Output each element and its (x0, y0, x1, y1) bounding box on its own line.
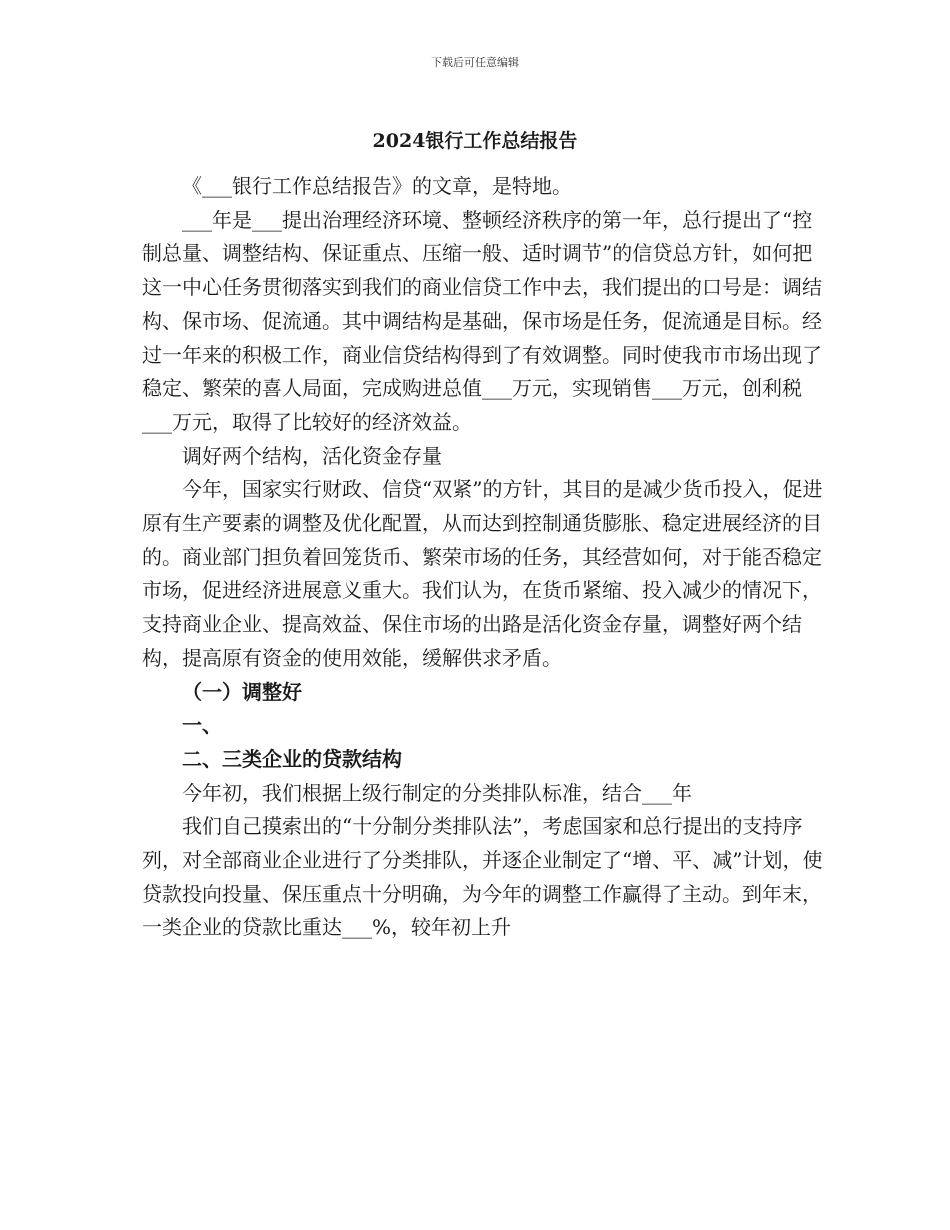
paragraph-policy: 今年，国家实行财政、信贷“双紧”的方针，其目的是减少货币投入，促进原有生产要素的调整及优化配置，从而达到控制通货膨胀、稳定进展经济的目的。商业部门担负着回笼货币、繁荣市场的任务，其经营如何，对于能否稳定市场，促进经济进展意义重大。我们认为，在货币紧缩、投入减少的情况下，支持商业企业、提高效益、保住市场的出路是活化资金存量，调整好两个结构，提高原有资金的使用效能，缓解供求矛盾。 (142, 477, 823, 670)
heading-loan-structure: 二、三类企业的贷款结构 (182, 746, 402, 771)
heading-adjust: （一）调整好 (182, 679, 302, 704)
paragraph-ranking-method: 我们自己摸索出的“十分制分类排队法”，考虑国家和总行提出的支持序列，对全部商业企业进行了分类排队，并逐企业制定了“增、平、减”计划，使贷款投向投量、保压重点十分明确，为今年的调整工作赢得了主动。到年末，一类企业的贷款比重达___%，较年初上升 (142, 814, 823, 940)
section-subtitle: 调好两个结构，活化资金存量 (182, 443, 442, 468)
document-title: 2024银行工作总结报告 (372, 130, 578, 152)
document-body (142, 170, 828, 945)
paragraph-annual-overview: ___年是___提出治理经济环境、整顿经济秩序的第一年，总行提出了“控制总量、调整结构、保证重点、压缩一般、适时调节”的信贷总方针，如何把这一中心任务贯彻落实到我们的商业信贷工作中去，我们提出的口号是：调结构、保市场、促流通。其中调结构是基础，保市场是任务，促流通是目标。经过一年来的积极工作，商业信贷结构得到了有效调整。同时使我市市场出现了稳定、繁荣的喜人局面，完成购进总值___万元，实现销售___万元，创利税___万元，取得了比较好的经济效益。 (142, 207, 822, 434)
page-header-note: 下载后可任意编辑 (431, 56, 519, 69)
heading-one: 一、 (182, 713, 222, 738)
intro-paragraph: 《___银行工作总结报告》的文章，是特地。 (182, 174, 572, 198)
paragraph-year-start: 今年初，我们根据上级行制定的分类排队标准，结合___年 (182, 780, 692, 805)
